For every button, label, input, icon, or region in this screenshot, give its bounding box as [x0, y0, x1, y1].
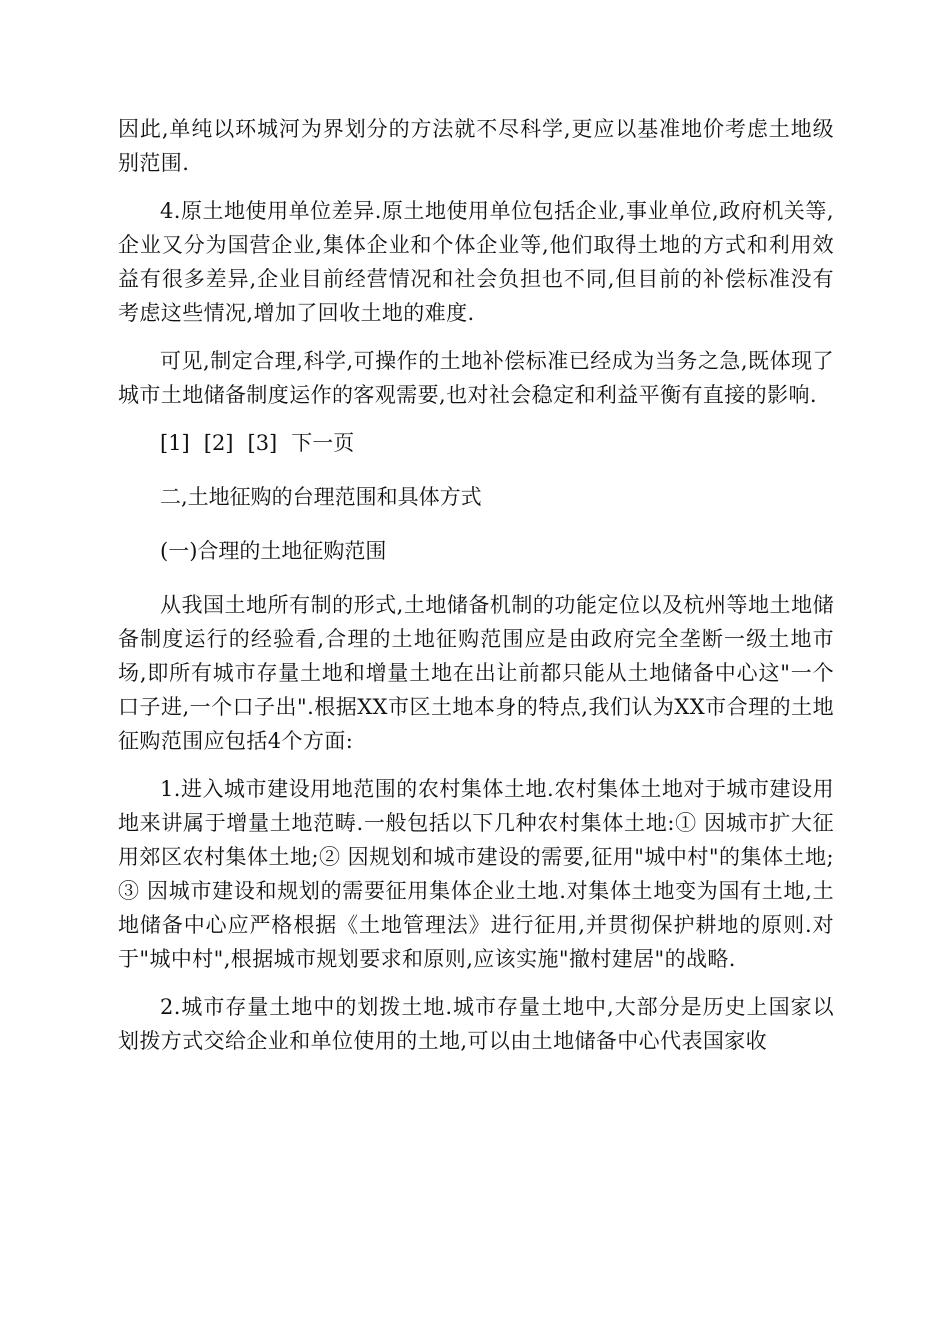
paragraph-scope-intro: 从我国土地所有制的形式,土地储备机制的功能定位以及杭州等地土地储备制度运行的经验看,合理的土地征购范围应是由政府完全垄断一级土地市场,即所有城市存量土地和增量土地在出让前都只能从土地储备中心这"一个口子进,一个口子出".根据XX市区土地本身的特点,我们认为XX市合理的土地征购范围应包括4个方面: — [118, 593, 834, 753]
subsection-title: (一)合理的土地征购范围 — [160, 539, 387, 563]
page-link-2[interactable]: [2] — [203, 431, 234, 455]
paragraph-unit-difference: 4.原土地使用单位差异.原土地使用单位包括企业,事业单位,政府机关等,企业又分为国营企业,集体企业和个体企业等,他们取得土地的方式和利用效益有很多差异,企业目前经营情况和社会负担也不同,但目前的补偿标准没有考虑这些情况,增加了回收土地的难度. — [118, 199, 834, 325]
page-link-1[interactable]: [1] — [160, 431, 190, 455]
paragraph-conclusion: 可见,制定合理,科学,可操作的土地补偿标准已经成为当务之急,既体现了城市土地储备制度运作的客观需要,也对社会稳定和利益平衡有直接的影响. — [118, 349, 834, 407]
section-title: 二,土地征购的台理范围和具体方式 — [160, 485, 482, 509]
next-page-link[interactable]: 下一页 — [291, 431, 355, 455]
paragraph-item-2: 2.城市存量土地中的划拨土地.城市存量土地中,大部分是历史上国家以划拨方式交给企业和单位使用的土地,可以由土地储备中心代表国家收 — [118, 995, 834, 1053]
paragraph-item-1: 1.进入城市建设用地范围的农村集体土地.农村集体土地对于城市建设用地来讲属于增量土地范畴.一般包括以下几种农村集体土地:① 因城市扩大征用郊区农村集体土地;② 因规划和城市建设的需要,征用"城中村"的集体土地;③ 因城市建设和规划的需要征用集体企业土地.对集体土地变为国有土地,土地储备中心应严格根据《土地管理法》进行征用,并贯彻保护耕地的原则.对于"城中村",根据城市规划要求和原则,应该实施"撤村建居"的战略. — [118, 777, 834, 971]
pagination — [160, 426, 834, 460]
document-page — [118, 112, 834, 1072]
paragraph-continuation: 因此,单纯以环城河为界划分的方法就不尽科学,更应以基准地价考虑土地级别范围. — [118, 117, 834, 175]
page-link-3[interactable]: [3] — [247, 431, 278, 455]
